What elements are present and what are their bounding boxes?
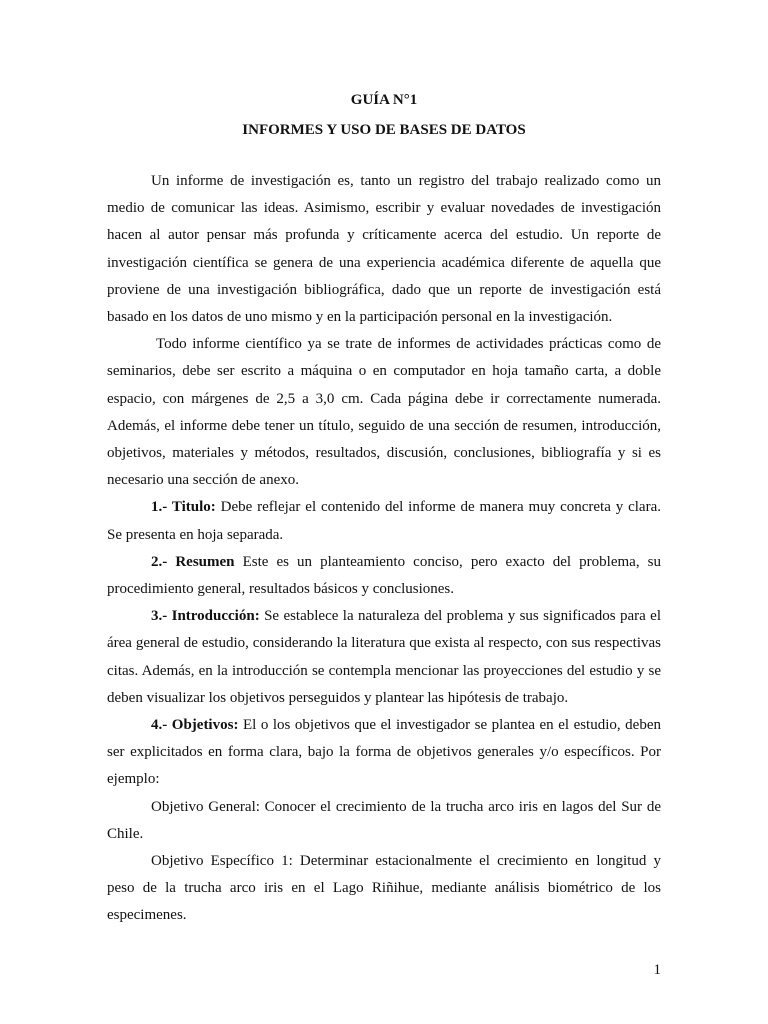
paragraph-text: Objetivo Específico 1: Determinar estacionalmente el crecimiento en longitud y peso de la trucha arco iris en el Lago Riñihue, mediante análisis biométrico de los especimenes.	[107, 853, 661, 924]
section-introduccion	[107, 603, 661, 712]
objective-general	[107, 794, 661, 848]
section-label: 1.- Titulo:	[151, 499, 216, 516]
paragraph-requirements	[107, 331, 661, 494]
paragraph-text: Objetivo General: Conocer el crecimiento de la trucha arco iris en lagos del Sur de Chile.	[107, 798, 661, 842]
section-label: 2.- Resumen	[151, 553, 235, 570]
objective-specific	[107, 848, 661, 930]
paragraph-intro	[107, 168, 661, 331]
paragraph-text: Un informe de investigación es, tanto un registro del trabajo realizado como un medio de comunicar las ideas. Asimismo, escribir y evaluar novedades de investigación hacen al autor pensar más profunda y críticamente acerca del estudio. Un reporte de investigación científica se genera de una experiencia académica diferente de aquella que proviene de una investigación bibliográfica, dado que un reporte de investigación está basado en los datos de uno mismo y en la participación personal en la investigación.	[107, 173, 661, 326]
paragraph-text: Todo informe científico ya se trate de informes de actividades prácticas como de seminarios, debe ser escrito a máquina o en computador en hoja tamaño carta, a doble espacio, con márgenes de 2,5 a 3,0 cm. Cada página debe ir correctamente numerada. Además, el informe debe tener un título, seguido de una sección de resumen, introducción, objetivos, materiales y métodos, resultados, discusión, conclusiones, bibliografía y si es necesario una sección de anexo.	[107, 336, 661, 489]
section-text: El o los objetivos que el investigador se plantea en el estudio, deben ser explicitados en forma clara, bajo la forma de objetivos generales y/o específicos. Por ejemplo:	[107, 717, 661, 788]
page-number: 1	[653, 962, 661, 978]
section-label: 3.- Introducción:	[151, 608, 260, 625]
section-text: Debe reflejar el contenido del informe de manera muy concreta y clara. Se presenta en hoja separada.	[107, 499, 661, 543]
document-subtitle: INFORMES Y USO DE BASES DE DATOS	[242, 122, 526, 138]
section-objetivos	[107, 712, 661, 794]
document-title: GUÍA N°1	[350, 92, 418, 108]
section-text: Este es un planteamiento conciso, pero exacto del problema, su procedimiento general, resultados básicos y conclusiones.	[107, 553, 661, 598]
section-label: 4.- Objetivos:	[151, 717, 239, 734]
section-resumen	[107, 549, 661, 603]
document-body	[107, 168, 661, 930]
section-titulo	[107, 494, 661, 548]
section-text: Se establece la naturaleza del problema y sus significados para el área general de estudio, considerando la literatura que exista al respecto, con sus respectivas citas. Además, en la introducción se contempla mencionar las proyecciones del estudio y se deben visualizar los objetivos perseguidos y plantear las hipótesis de trabajo.	[107, 608, 661, 706]
